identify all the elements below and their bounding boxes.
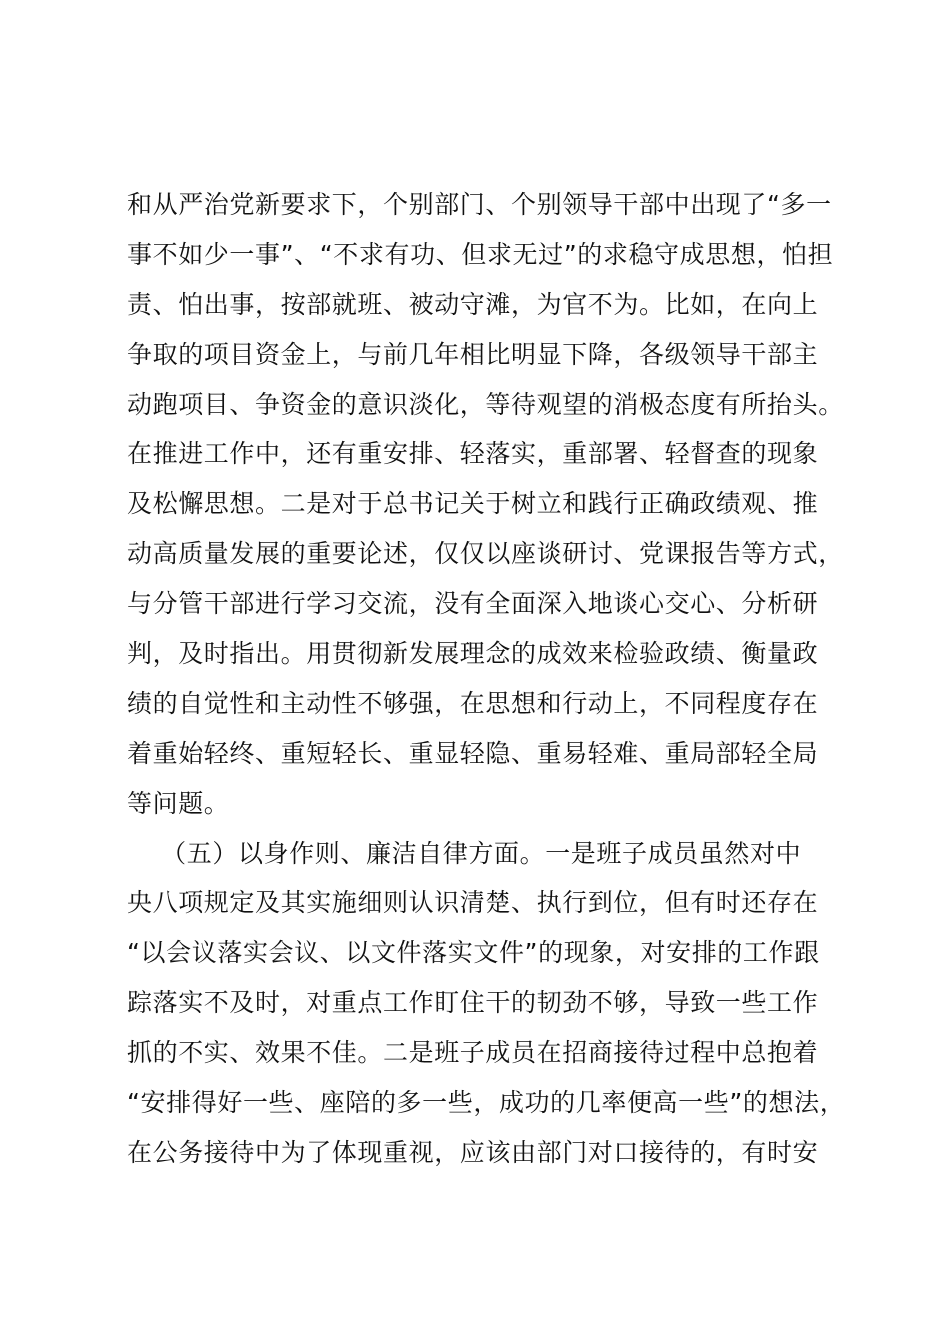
- text-line: 判，及时指出。用贯彻新发展理念的成效来检验政绩、衡量政: [127, 639, 819, 669]
- text-line: 央八项规定及其实施细则认识清楚、执行到位，但有时还存在: [127, 888, 819, 918]
- text-line: 着重始轻终、重短轻长、重显轻隐、重易轻难、重局部轻全局: [127, 738, 819, 768]
- text-line: “以会议落实会议、以文件落实文件”的现象，对安排的工作跟: [127, 938, 820, 968]
- text-line: 绩的自觉性和主动性不够强，在思想和行动上，不同程度存在: [127, 688, 819, 718]
- text-line: 在推进工作中，还有重安排、轻落实，重部署、轻督查的现象: [127, 439, 819, 469]
- text-line: 动高质量发展的重要论述，仅仅以座谈研讨、党课报告等方式，: [127, 539, 844, 569]
- text-line: 在公务接待中为了体现重视，应该由部门对口接待的，有时安: [127, 1137, 819, 1167]
- body-text: [127, 180, 867, 1178]
- text-line: 事不如少一事”、“不求有功、但求无过”的求稳守成思想，怕担: [127, 239, 834, 269]
- text-line: 等问题。: [127, 788, 230, 818]
- section-heading-line: （五）以身作则、廉洁自律方面。一是班子成员虽然对中: [127, 838, 802, 868]
- text-line: 踪落实不及时，对重点工作盯住干的韧劲不够，导致一些工作: [127, 988, 819, 1018]
- text-line: 及松懈思想。二是对于总书记关于树立和践行正确政绩观、推: [127, 489, 819, 519]
- text-line: 和从严治党新要求下，个别部门、个别领导干部中出现了“多一: [127, 190, 832, 219]
- text-line: 与分管干部进行学习交流，没有全面深入地谈心交心、分析研: [127, 589, 819, 619]
- text-line: 责、怕出事，按部就班、被动守滩，为官不为。比如，在向上: [127, 289, 819, 319]
- text-line: 抓的不实、效果不佳。二是班子成员在招商接待过程中总抱着: [127, 1038, 819, 1068]
- text-line: 争取的项目资金上，与前几年相比明显下降，各级领导干部主: [127, 339, 819, 369]
- text-line: 动跑项目、争资金的意识淡化，等待观望的消极态度有所抬头。: [127, 389, 844, 419]
- text-line: “安排得好一些、座陪的多一些，成功的几率便高一些”的想法，: [127, 1088, 846, 1118]
